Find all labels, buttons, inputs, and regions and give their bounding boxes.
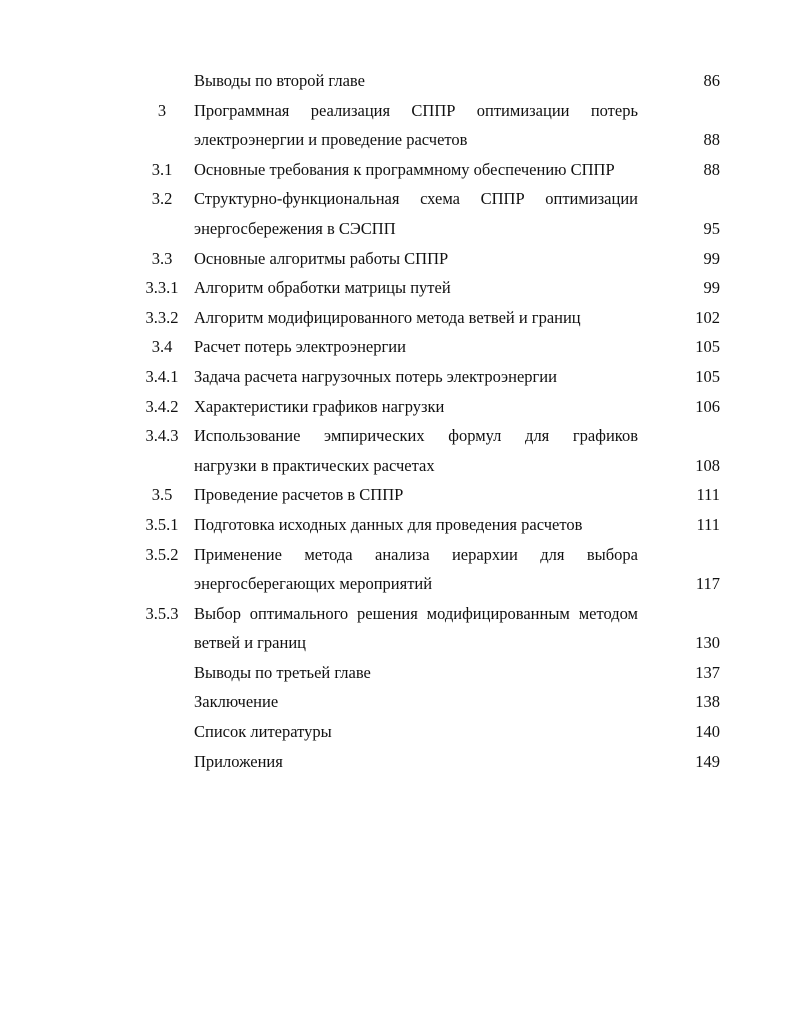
toc-entry-title: энергосберегающих мероприятий: [194, 574, 433, 594]
toc-entry-title: Программная реализация СППР оптимизации потерь: [194, 100, 638, 120]
toc-entry: [130, 392, 720, 422]
toc-entry-title: Применение метода анализа иерархии для выбора: [194, 544, 638, 564]
toc-entry-line: [194, 451, 720, 481]
toc-entry-title: Список литературы: [194, 722, 332, 742]
toc-entry-page-number: 102: [695, 307, 720, 327]
toc-entry-body: [194, 599, 720, 658]
toc-entry-number: [130, 687, 194, 717]
toc-entry-number: [130, 66, 194, 96]
toc-entry-line: [194, 747, 720, 777]
toc-entry: [130, 155, 720, 185]
toc-entry-line: [194, 125, 720, 155]
toc-entry-line: [194, 273, 720, 303]
toc-entry: [130, 184, 720, 243]
toc-entry-page-number: 95: [703, 218, 720, 238]
toc-entry-number: [130, 747, 194, 777]
toc-entry-number: 3.5.2: [145, 544, 179, 564]
toc-entry-body: [194, 303, 720, 333]
toc-entry-page-number: 130: [695, 633, 720, 653]
toc-entry-title: нагрузки в практических расчетах: [194, 455, 435, 475]
toc-entry-line: [194, 244, 720, 274]
table-of-contents: [130, 66, 720, 776]
toc-entry-line: [194, 96, 720, 126]
toc-entry: [130, 273, 720, 303]
toc-entry-title: энергосбережения в СЭСПП: [194, 218, 396, 238]
toc-entry-line: [194, 362, 720, 392]
toc-entry-line: [194, 303, 720, 333]
toc-entry: [130, 599, 720, 658]
toc-entry-body: [194, 155, 720, 185]
toc-entry-line: [194, 332, 720, 362]
toc-entry-body: [194, 96, 720, 155]
toc-entry-number: [130, 717, 194, 747]
toc-entry-number: 3: [157, 100, 167, 120]
toc-entry-number: 3.3: [151, 248, 173, 268]
toc-entry-title: Приложения: [194, 751, 283, 771]
toc-entry-page-number: 86: [703, 71, 720, 90]
toc-entry-number: 3.4.2: [145, 396, 179, 416]
toc-entry-line: [194, 66, 720, 96]
toc-entry-line: [194, 658, 720, 688]
toc-entry-body: [194, 717, 720, 747]
toc-entry-page-number: 137: [695, 662, 720, 682]
toc-entry-title: Задача расчета нагрузочных потерь электроэнергии: [194, 366, 557, 386]
toc-entry-title: Характеристики графиков нагрузки: [194, 396, 445, 416]
toc-entry-body: [194, 392, 720, 422]
toc-entry-title: Алгоритм модифицированного метода ветвей и границ: [194, 307, 581, 327]
toc-entry-number: 3.3.1: [145, 278, 179, 298]
toc-entry-title: Основные требования к программному обеспечению СППР: [194, 159, 615, 179]
toc-entry-line: [194, 480, 720, 510]
toc-entry-page-number: 106: [695, 396, 720, 416]
toc-entry-number: 3.1: [151, 159, 173, 179]
toc-entry-line: [194, 687, 720, 717]
toc-entry-line: [194, 569, 720, 599]
toc-entry-number: 3.2: [151, 189, 173, 209]
toc-entry-line: [194, 421, 720, 451]
toc-entry-body: [194, 658, 720, 688]
toc-entry: [130, 303, 720, 333]
toc-entry-number: [130, 658, 194, 688]
toc-entry-line: [194, 628, 720, 658]
toc-entry-title: ветвей и границ: [194, 633, 306, 653]
toc-entry-title: электроэнергии и проведение расчетов: [194, 130, 468, 150]
toc-entry-line: [194, 155, 720, 185]
toc-entry: [130, 510, 720, 540]
toc-entry-number: 3.4.1: [145, 366, 179, 386]
toc-entry: [130, 658, 720, 688]
toc-entry-line: [194, 510, 720, 540]
toc-entry-title: Выводы по третьей главе: [194, 662, 371, 682]
toc-entry-page-number: 111: [696, 514, 720, 534]
toc-entry-number: 3.5.3: [145, 603, 179, 623]
toc-entry-body: [194, 66, 720, 96]
toc-entry-page-number: 99: [703, 278, 720, 298]
toc-entry-page-number: 140: [695, 722, 720, 742]
toc-entry-page-number: 99: [703, 248, 720, 268]
toc-entry-number: 3.4.3: [145, 426, 179, 446]
toc-entry-title: Заключение: [194, 692, 279, 712]
toc-entry-title: Выводы по второй главе: [194, 71, 365, 90]
toc-entry: [130, 480, 720, 510]
toc-entry: [130, 747, 720, 777]
toc-entry-title: Подготовка исходных данных для проведения расчетов: [194, 514, 583, 534]
toc-entry-title: Алгоритм обработки матрицы путей: [194, 278, 451, 298]
toc-entry: [130, 332, 720, 362]
toc-entry-line: [194, 540, 720, 570]
toc-entry-page-number: 149: [695, 751, 720, 771]
toc-entry: [130, 362, 720, 392]
toc-entry-page-number: 138: [695, 692, 720, 712]
toc-entry-page-number: 88: [703, 159, 720, 179]
toc-entry-body: [194, 362, 720, 392]
toc-entry-body: [194, 244, 720, 274]
toc-entry-page-number: 108: [695, 455, 720, 475]
toc-entry-page-number: 105: [695, 337, 720, 357]
toc-entry: [130, 244, 720, 274]
toc-entry: [130, 687, 720, 717]
toc-entry-line: [194, 392, 720, 422]
toc-entry-number: 3.5: [151, 485, 173, 505]
toc-entry-body: [194, 687, 720, 717]
toc-entry-body: [194, 510, 720, 540]
toc-entry: [130, 66, 720, 96]
toc-entry-body: [194, 421, 720, 480]
toc-entry-title: Проведение расчетов в СППР: [194, 485, 404, 505]
toc-entry-line: [194, 717, 720, 747]
toc-entry-page-number: 105: [695, 366, 720, 386]
toc-entry-title: Основные алгоритмы работы СППР: [194, 248, 449, 268]
toc-entry: [130, 717, 720, 747]
toc-entry-page-number: 88: [703, 130, 720, 150]
toc-entry-body: [194, 480, 720, 510]
toc-entry: [130, 96, 720, 155]
toc-entry: [130, 421, 720, 480]
toc-entry-title: Использование эмпирических формул для графиков: [194, 426, 638, 446]
toc-entry-title: Выбор оптимального решения модифицированным методом: [194, 603, 638, 623]
toc-entry-body: [194, 273, 720, 303]
toc-entry-number: 3.5.1: [145, 514, 179, 534]
toc-entry-line: [194, 214, 720, 244]
toc-entry-title: Структурно-функциональная схема СППР оптимизации: [194, 189, 638, 209]
toc-entry-number: 3.4: [151, 337, 173, 357]
toc-entry-page-number: 111: [696, 485, 720, 505]
toc-entry-body: [194, 747, 720, 777]
toc-entry-line: [194, 599, 720, 629]
toc-entry: [130, 540, 720, 599]
toc-entry-title: Расчет потерь электроэнергии: [194, 337, 406, 357]
toc-entry-body: [194, 332, 720, 362]
toc-entry-body: [194, 184, 720, 243]
toc-entry-page-number: 117: [695, 574, 720, 594]
toc-entry-body: [194, 540, 720, 599]
toc-entry-number: 3.3.2: [145, 307, 179, 327]
toc-entry-line: [194, 184, 720, 214]
